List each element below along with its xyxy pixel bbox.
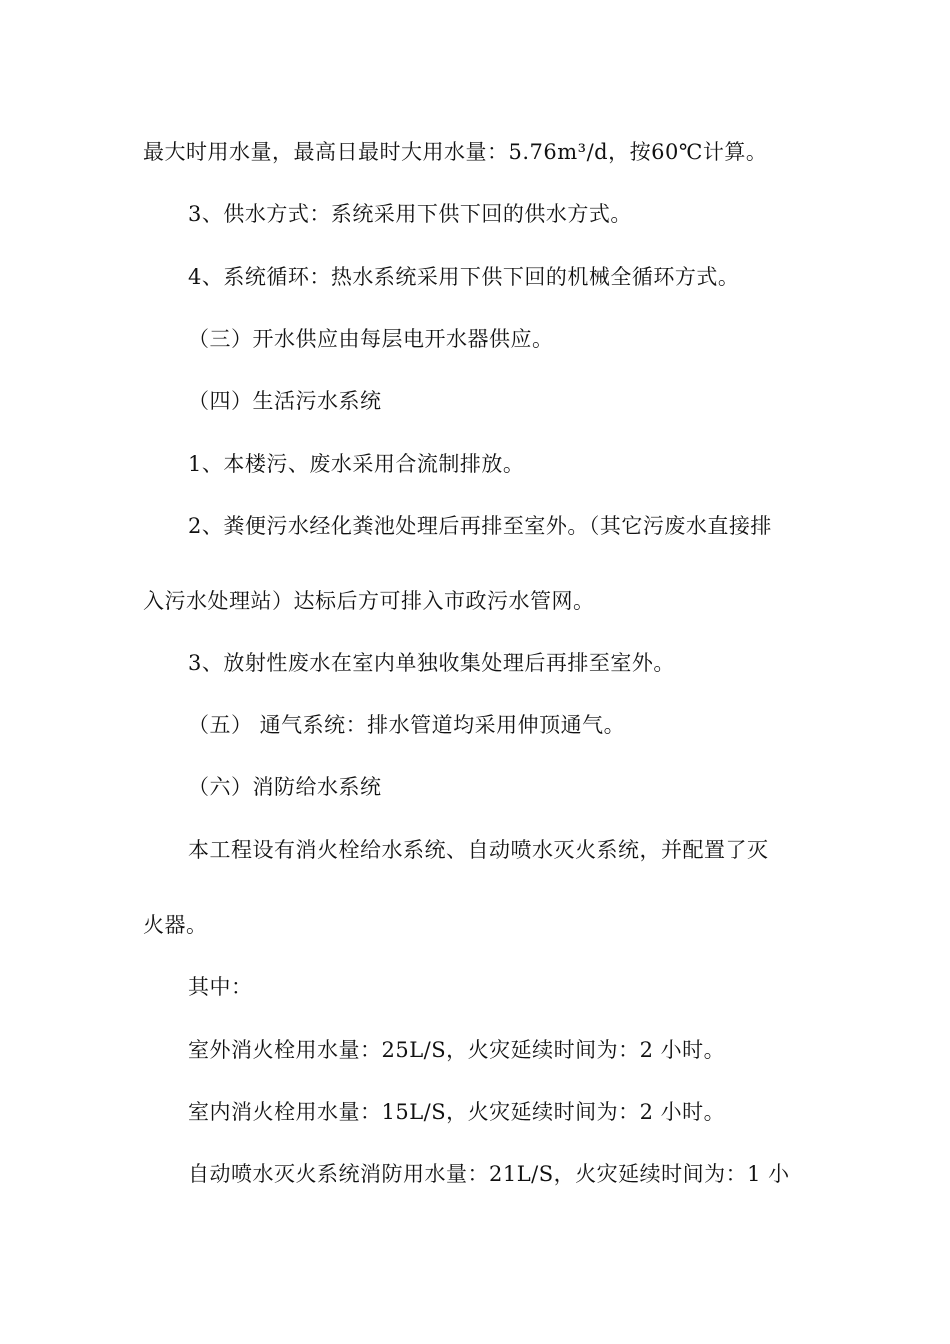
section-heading: （四）生活污水系统 xyxy=(188,389,382,413)
text-line: 本工程设有消火栓给水系统、自动喷水灭火系统，并配置了灭 xyxy=(188,838,769,862)
text-line: 火器。 xyxy=(143,913,208,937)
text-line: 室内消火栓用水量：15L/S，火灾延续时间为：2 小时。 xyxy=(188,1100,726,1124)
text-line: 入污水处理站）达标后方可排入市政污水管网。 xyxy=(143,589,595,613)
text-line: 3、供水方式：系统采用下供下回的供水方式。 xyxy=(188,202,632,226)
text-line: 1、本楼污、废水采用合流制排放。 xyxy=(188,452,525,476)
text-line: 室外消火栓用水量：25L/S，火灾延续时间为：2 小时。 xyxy=(188,1038,726,1062)
text-line: 4、系统循环：热水系统采用下供下回的机械全循环方式。 xyxy=(188,265,740,289)
text-line: 3、放射性废水在室内单独收集处理后再排至室外。 xyxy=(188,651,675,675)
text-line: 2、粪便污水经化粪池处理后再排至室外。（其它污废水直接排 xyxy=(188,514,772,538)
text-line: （三）开水供应由每层电开水器供应。 xyxy=(188,327,554,351)
text-line: 最大时用水量，最高日最时大用水量：5.76m³/d，按60℃计算。 xyxy=(143,140,768,164)
text-line: （五） 通气系统：排水管道均采用伸顶通气。 xyxy=(188,713,626,737)
text-line: 自动喷水灭火系统消防用水量：21L/S，火灾延续时间为：1 小 xyxy=(188,1162,790,1186)
text-line: 其中： xyxy=(188,975,253,999)
section-heading: （六）消防给水系统 xyxy=(188,775,382,799)
